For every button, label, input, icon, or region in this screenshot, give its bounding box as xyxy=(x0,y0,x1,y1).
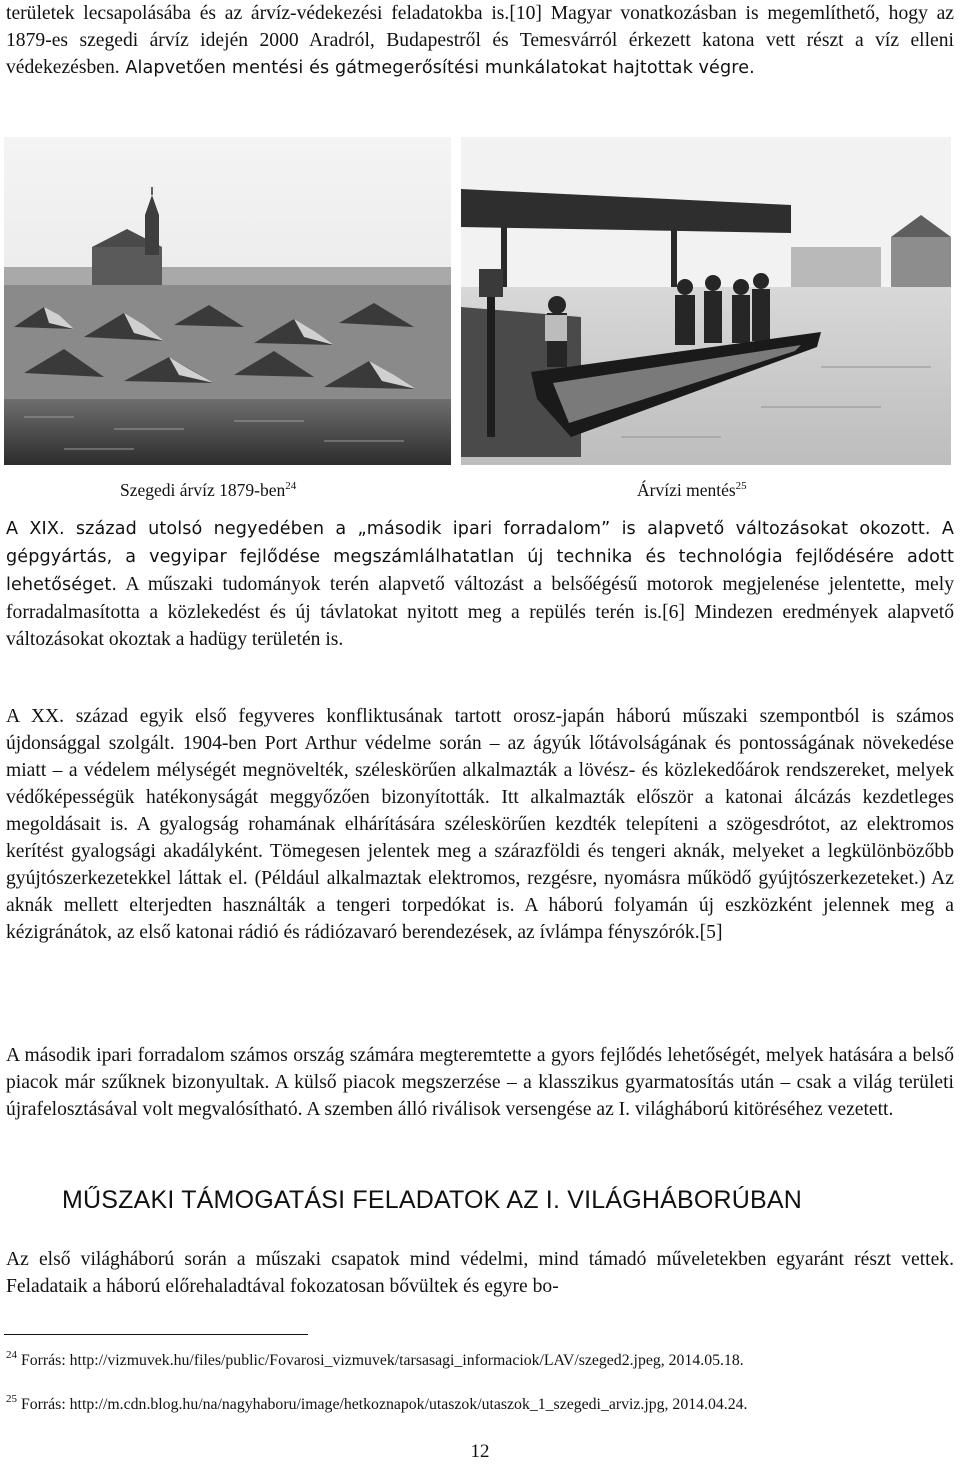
flood-photo-szeged xyxy=(4,137,451,465)
paragraph-world-war-one: Az első világháború során a műszaki csapatok mind védelmi, mind támadó műveletekben egyaránt részt vettek. Feladataik a háború előrehaladtával fokozatosan bővültek és egyre bo- xyxy=(6,1249,954,1297)
intro-text-serif: területek lecsapolásába és az árvíz-védekezési feladatokba is.[10] Magyar vonatkozásban is megemlíthető, hogy az 1879-es szegedi árvíz idején 2000 Aradról, Budapestről és Temesvárról érkezett katona vett részt a víz elleni védekezésben. xyxy=(6,3,954,78)
footnote-24-text: Forrás: http://vizmuvek.hu/files/public/Fovarosi_vizmuvek/tarsasagi_informaciok/LAV/szeged2.jpeg, 2014.05.18. xyxy=(20,1352,744,1369)
page-number: 12 xyxy=(470,1441,490,1462)
figure-caption-left-text: Szegedi árvíz 1879-ben xyxy=(120,480,286,500)
flood-rescue-photo xyxy=(461,137,951,465)
paragraph-industrial-revolution-serif: A műszaki tudományok terén alapvető változást a belsőégésű motorok megjelenése jelentette, mely forradalmasította a közlekedést és új távlatokat nyitott meg a repülés terén is.[6] Mindezen eredmények alapvető változásokat okoztak a hadügy területén is. xyxy=(6,574,954,650)
paragraph-industrial-revolution xyxy=(6,515,954,653)
footnote-ref-24: 24 xyxy=(285,480,297,492)
paragraph-russo-japanese-war: A XX. század egyik első fegyveres konfliktusának tartott orosz-japán háború műszaki szempontból is számos újdonsággal szolgált. 1904-ben Port Arthur védelme során – az ágyúk lőtávolságának és pontosságának növekedése miatt – a védelem mélységét megnövelték, széleskörűen alkalmazták a lövész- és közlekedőárok rendszereket, melyek védőképességük hatékonyságát meggyőzően bizonyították. Itt alkalmazták először a katonai álcázás kezdetleges megoldásait is. A gyalogság rohamának elhárítására széleskörűen kezdték telepíteni a szögesdrótot, az elektromos kerítést gyalogsági akadályként. Tömegesen jelentek meg a szárazföldi és tengeri aknák, melyeket a legkülönbözőbb gyújtószerkezetekkel láttak el. (Például alkalmaztak elektromos, rezgésre, nyomásra működő gyújtószerkezeteket.) Az aknák mellett elterjedten használták a tengeri torpedókat is. A háború folyamán új eszközként jelennek meg a kézigránátok, az első katonai rádió és rádiózavaró berendezések, az ívlámpa fényszórók.[5] xyxy=(6,706,954,943)
footnote-24-number: 24 xyxy=(6,1349,17,1361)
figure-caption-right xyxy=(637,480,747,501)
paragraph-industrial-revolution-sans: A XIX. század utolsó negyedében a „második ipari forradalom” is alapvető változásokat okozott. A gépgyártás, a vegyipar fejlődése megszámlálhatatlan új technika és technológia fejlődésére adott lehetőséget. xyxy=(6,519,954,595)
section-heading: MŰSZAKI TÁMOGATÁSI FELADATOK AZ I. VILÁGHÁBORÚBAN xyxy=(62,1186,803,1214)
intro-text-sans: Alapvetően mentési és gátmegerősítési munkálatokat hajtottak végre. xyxy=(119,58,755,78)
footnote-24 xyxy=(6,1350,954,1372)
flood-photo-szeged-image xyxy=(4,137,451,465)
flood-rescue-photo-image xyxy=(461,137,951,465)
footnote-25 xyxy=(6,1394,954,1416)
intro-paragraph xyxy=(6,0,954,82)
footnote-25-number: 25 xyxy=(6,1393,17,1405)
footnote-separator xyxy=(4,1334,308,1335)
footnote-ref-25: 25 xyxy=(735,480,747,492)
footnote-25-text: Forrás: http://m.cdn.blog.hu/na/nagyhaboru/image/hetkoznapok/utaszok/utaszok_1_szegedi_arviz.jpg, 2014.04.24. xyxy=(20,1396,748,1413)
figure-caption-right-text: Árvízi mentés xyxy=(637,480,736,500)
paragraph-second-industrial-revolution: A második ipari forradalom számos ország számára megteremtette a gyors fejlődés lehetőségét, melyek hatására a belső piacok már szűknek bizonyultak. A külső piacok megszerzése – a klasszikus gyarmatosítás után – csak a világ területi újrafelosztásával volt megvalósítható. A szemben álló riválisok versengése az I. világháború kitöréséhez vezetett. xyxy=(6,1045,954,1120)
figure-caption-left xyxy=(120,480,296,501)
